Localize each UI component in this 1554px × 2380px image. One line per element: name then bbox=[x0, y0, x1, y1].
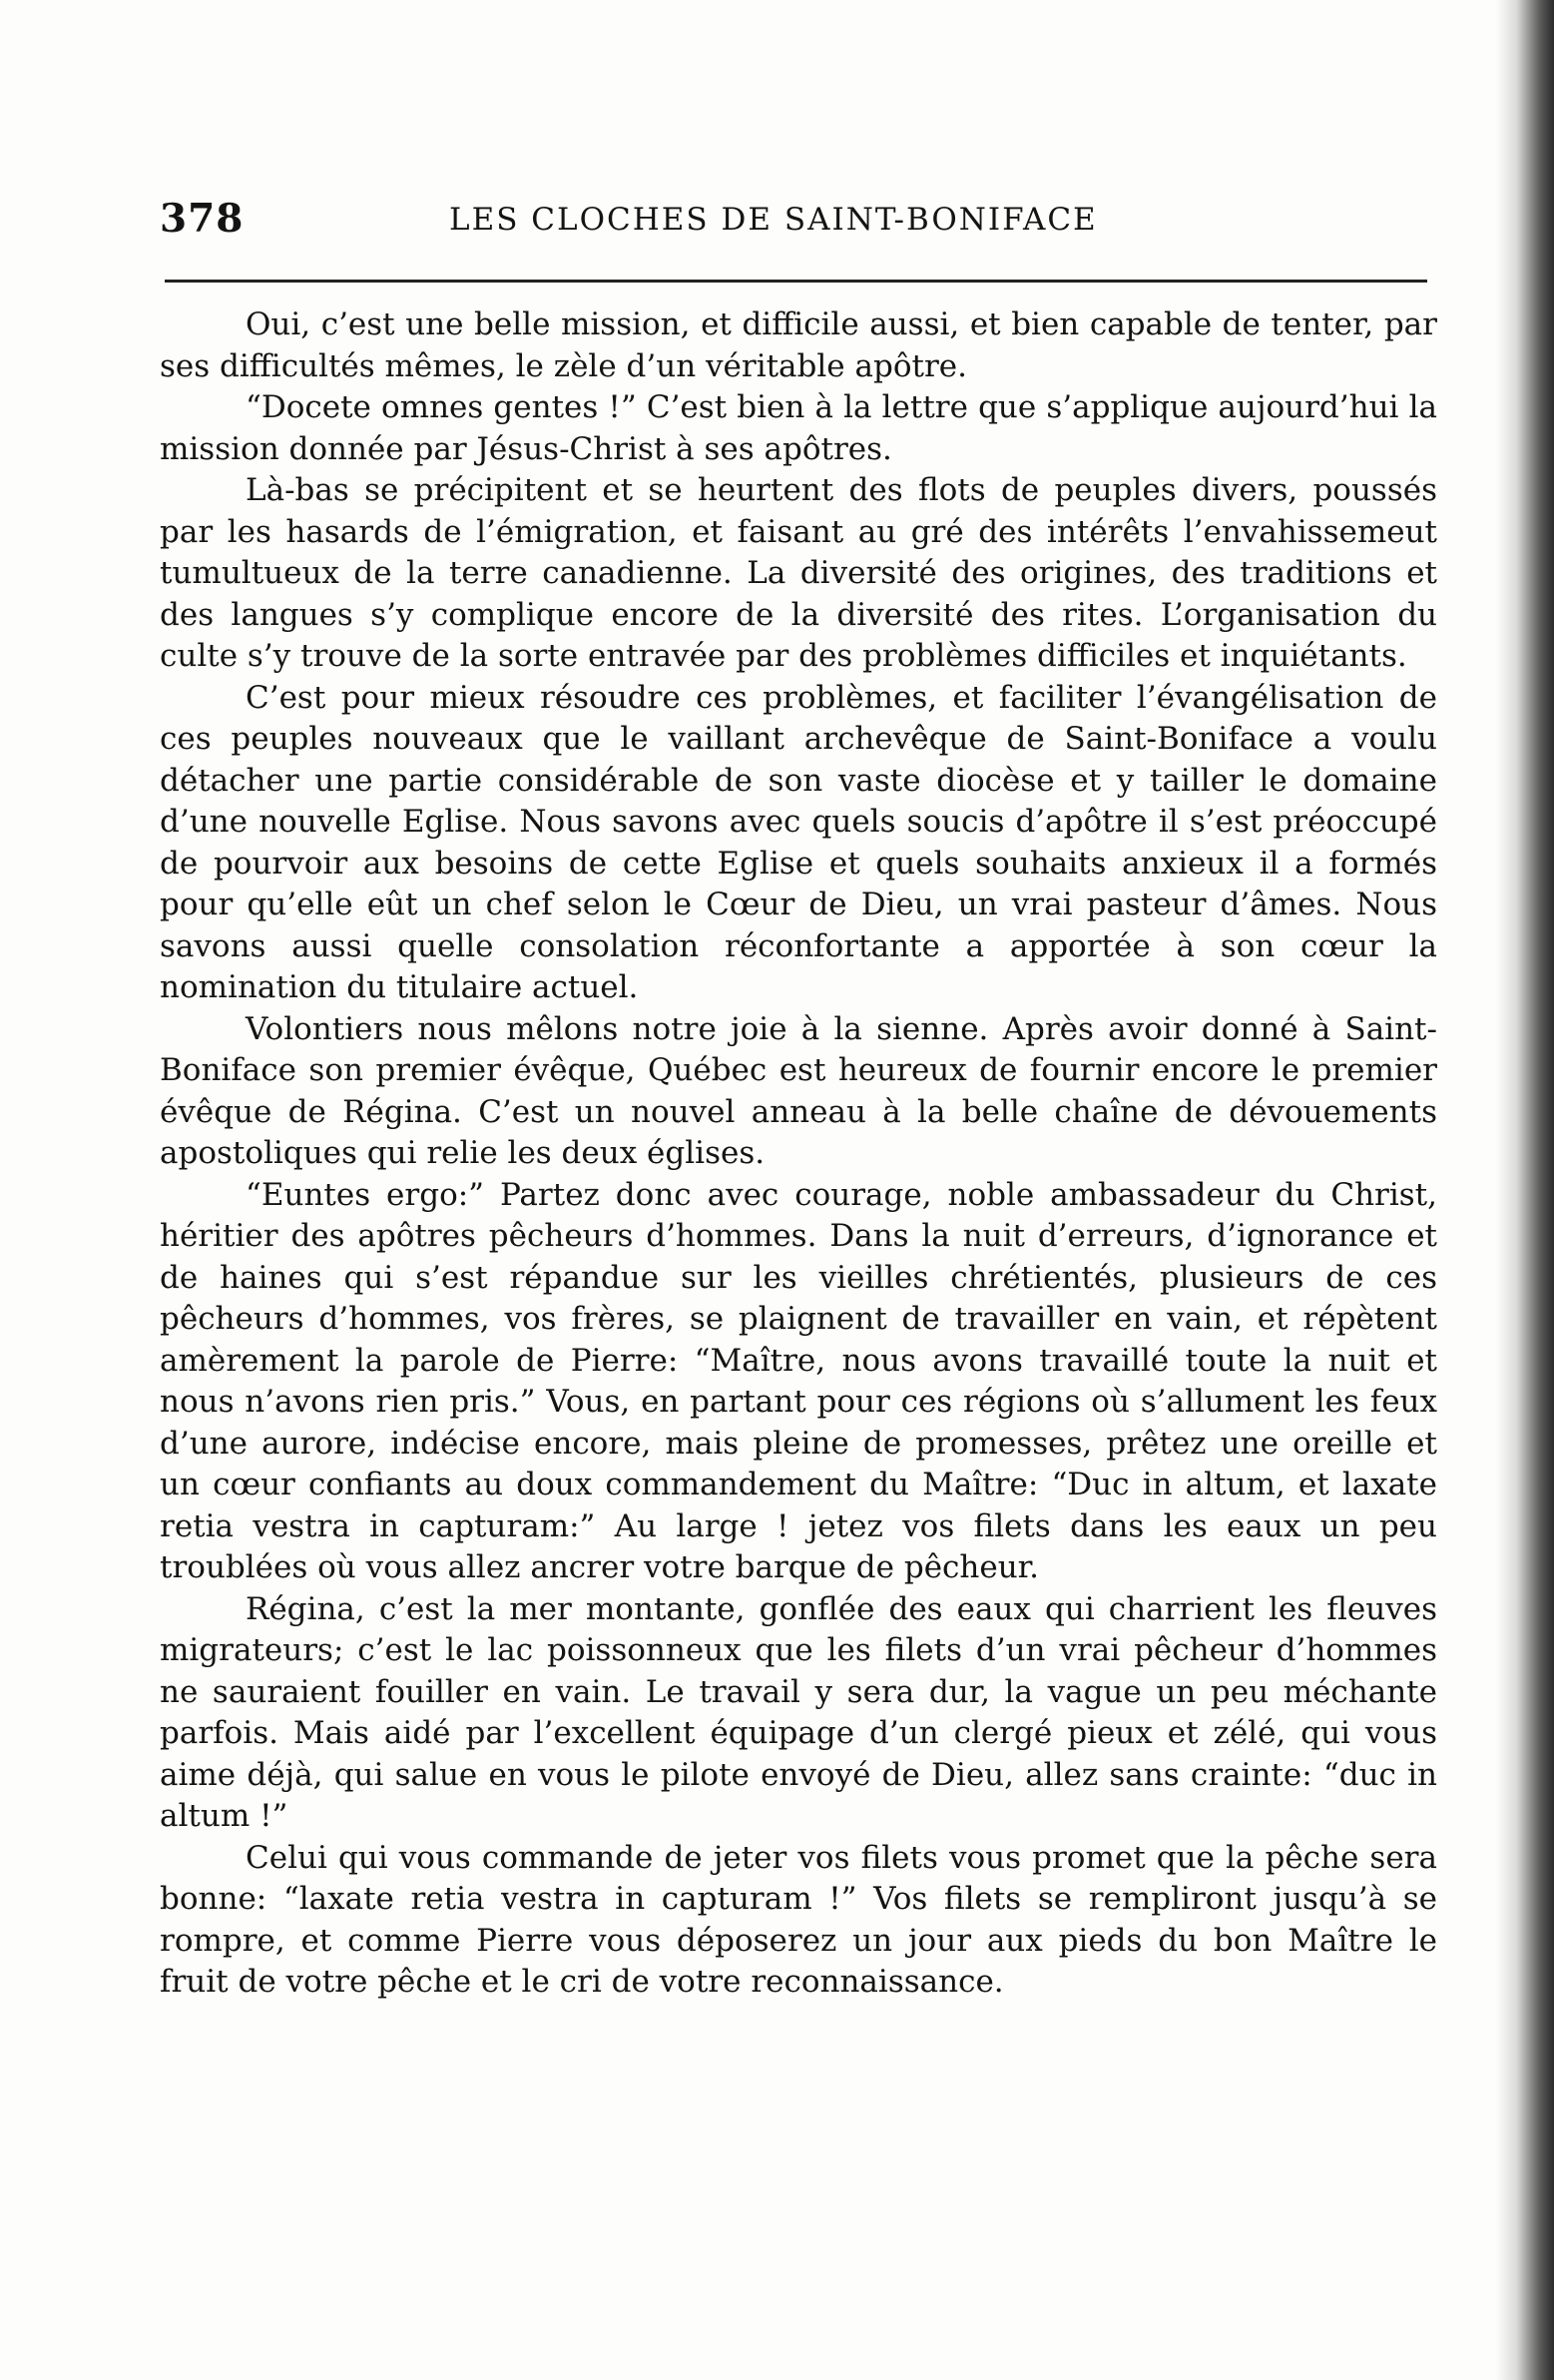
paragraph: C’est pour mieux résoudre ces problèmes, et faciliter l’évangélisation de ces peuples nouveaux que le vaillant archevêque de Saint-Boniface a voulu détacher une partie considérable de son vaste diocèse et y tailler le domaine d’une nouvelle Eglise. Nous savons avec quels soucis d’apôtre il s’est préoccupé de pourvoir aux besoins de cette Eglise et quels souhaits anxieux il a formés pour qu’elle eût un chef selon le Cœur de Dieu, un vrai pasteur d’âmes. Nous savons aussi quelle consolation réconfortante a apportée à son cœur la nomination du titulaire actuel. bbox=[160, 679, 1437, 1005]
paragraph: Régina, c’est la mer montante, gonflée des eaux qui charrient les fleuves migrateurs; c’est le lac poissonneux que les filets d’un vrai pêcheur d’hommes ne sauraient fouiller en vain. Le travail y sera dur, la vague un peu méchante parfois. Mais aidé par l’excellent équipage d’un clergé pieux et zélé, qui vous aime déjà, qui salue en vous le pilote envoyé de Dieu, allez sans crainte: “duc in altum !” bbox=[160, 1590, 1437, 1834]
page-header bbox=[160, 196, 1427, 266]
page-number: 378 bbox=[160, 196, 245, 242]
page-edge-shadow bbox=[1496, 0, 1554, 2380]
paragraph: Oui, c’est une belle mission, et difficile aussi, et bien capable de tenter, par ses difficultés mêmes, le zèle d’un véritable apôtre. bbox=[160, 306, 1437, 384]
header-rule bbox=[165, 280, 1427, 283]
paragraph: Celui qui vous commande de jeter vos filets vous promet que la pêche sera bonne: “laxate retia vestra in capturam !” Vos filets se rempliront jusqu’à se rompre, et comme Pierre vous déposerez un jour aux pieds du bon Maître le fruit de votre pêche et le cri de votre reconnaissance. bbox=[160, 1839, 1437, 2000]
paragraph: “Docete omnes gentes !” C’est bien à la lettre que s’applique aujourd’hui la mission donnée par Jésus-Christ à ses apôtres. bbox=[160, 389, 1437, 467]
paragraph: Volontiers nous mêlons notre joie à la sienne. Après avoir donné à Saint-Boniface son premier évêque, Québec est heureux de fournir encore le premier évêque de Régina. C’est un nouvel anneau à la belle chaîne de dévouements apostoliques qui relie les deux églises. bbox=[160, 1010, 1437, 1171]
paragraph: “Euntes ergo:” Partez donc avec courage, noble ambassadeur du Christ, héritier des apôtres pêcheurs d’hommes. Dans la nuit d’erreurs, d’ignorance et de haines qui s’est répandue sur les vieilles chrétientés, plusieurs de ces pêcheurs d’hommes, vos frères, se plaignent de travailler en vain, et répètent amèrement la parole de Pierre: “Maître, nous avons travaillé toute la nuit et nous n’avons rien pris.” Vous, en partant pour ces régions où s’allument les feux d’une aurore, indécise encore, mais pleine de promesses, prêtez une oreille et un cœur confiants au doux commandement du Maître: “Duc in altum, et laxate retia vestra in capturam:” Au large ! jetez vos filets dans les eaux un peu troublées où vous allez ancrer votre barque de pêcheur. bbox=[160, 1176, 1437, 1585]
paragraph: Là-bas se précipitent et se heurtent des flots de peuples divers, poussés par les hasards de l’émigration, et faisant au gré des intérêts l’envahissemeut tumultueux de la terre canadienne. La diversité des origines, des traditions et des langues s’y complique encore de la diversité des rites. L’organisation du culte s’y trouve de la sorte entravée par des problèmes difficiles et inquiétants. bbox=[160, 472, 1437, 674]
running-title: LES CLOCHES DE SAINT-BONIFACE bbox=[449, 202, 1098, 238]
body-text bbox=[160, 304, 1437, 2004]
